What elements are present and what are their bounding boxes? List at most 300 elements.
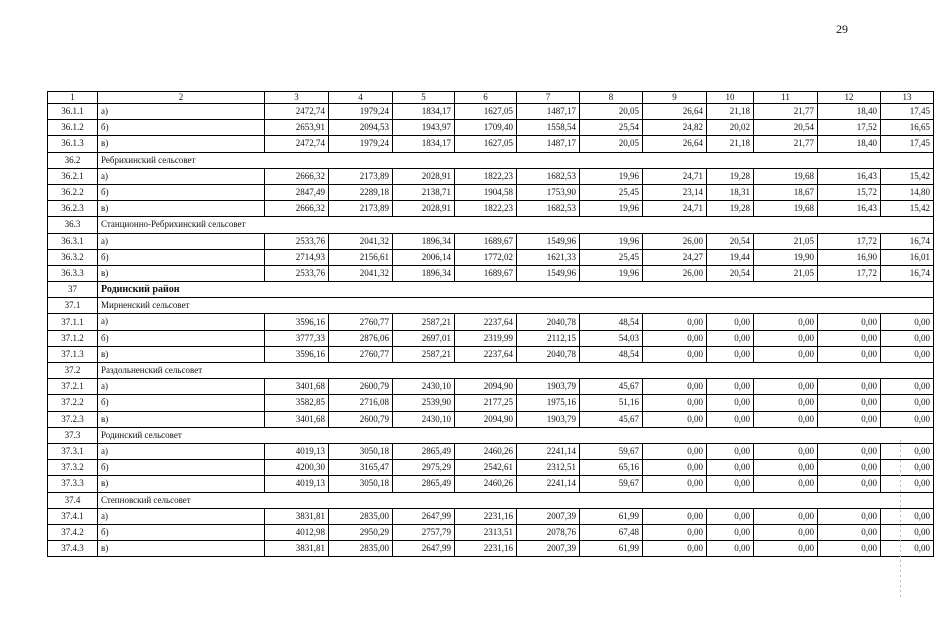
value-cell: 2835,00 xyxy=(329,508,393,524)
value-cell: 21,77 xyxy=(754,104,818,120)
value-cell: 1689,67 xyxy=(455,265,517,281)
value-cell: 26,64 xyxy=(643,104,707,120)
value-cell: 21,05 xyxy=(754,233,818,249)
value-cell: 4012,98 xyxy=(265,524,329,540)
column-number-header: 7 xyxy=(517,92,580,104)
table-row xyxy=(48,524,934,540)
scan-edge-mark xyxy=(900,440,901,600)
value-cell: 0,00 xyxy=(707,524,754,540)
column-number-header: 6 xyxy=(455,92,517,104)
value-cell: 1822,23 xyxy=(455,168,517,184)
value-cell: 0,00 xyxy=(881,411,934,427)
value-cell: 16,90 xyxy=(818,249,881,265)
table-row xyxy=(48,508,934,524)
row-code: 37.4.3 xyxy=(48,541,98,557)
column-number-header: 10 xyxy=(707,92,754,104)
value-cell: 59,67 xyxy=(580,443,643,459)
tariff-table xyxy=(47,91,934,557)
value-cell: 20,54 xyxy=(707,233,754,249)
row-code: 36.1.2 xyxy=(48,120,98,136)
value-cell: 24,71 xyxy=(643,201,707,217)
settlement-name: Степновский сельсовет xyxy=(98,492,934,508)
value-cell: 4200,30 xyxy=(265,460,329,476)
value-cell: 1621,33 xyxy=(517,249,580,265)
value-cell: 23,14 xyxy=(643,184,707,200)
value-cell: 1558,54 xyxy=(517,120,580,136)
value-cell: 0,00 xyxy=(881,476,934,492)
value-cell: 2666,32 xyxy=(265,201,329,217)
value-cell: 3401,68 xyxy=(265,379,329,395)
row-code: 37.3.3 xyxy=(48,476,98,492)
value-cell: 21,05 xyxy=(754,265,818,281)
value-cell: 0,00 xyxy=(707,411,754,427)
row-code: 37.3.1 xyxy=(48,443,98,459)
value-cell: 0,00 xyxy=(754,314,818,330)
value-cell: 0,00 xyxy=(643,460,707,476)
value-cell: 3050,18 xyxy=(329,443,393,459)
value-cell: 2714,93 xyxy=(265,249,329,265)
value-cell: 2237,64 xyxy=(455,346,517,362)
value-cell: 19,96 xyxy=(580,233,643,249)
value-cell: 0,00 xyxy=(754,346,818,362)
value-cell: 20,54 xyxy=(707,265,754,281)
value-cell: 0,00 xyxy=(881,524,934,540)
value-cell: 15,42 xyxy=(881,201,934,217)
value-cell: 67,48 xyxy=(580,524,643,540)
value-cell: 24,27 xyxy=(643,249,707,265)
value-cell: 2533,76 xyxy=(265,233,329,249)
value-cell: 0,00 xyxy=(643,541,707,557)
value-cell: 1822,23 xyxy=(455,201,517,217)
value-cell: 1834,17 xyxy=(393,104,455,120)
value-cell: 3831,81 xyxy=(265,541,329,557)
value-cell: 24,71 xyxy=(643,168,707,184)
column-number-row xyxy=(48,92,934,104)
row-code: 37.4 xyxy=(48,492,98,508)
value-cell: 2539,90 xyxy=(393,395,455,411)
value-cell: 2006,14 xyxy=(393,249,455,265)
value-cell: 3401,68 xyxy=(265,411,329,427)
value-cell: 0,00 xyxy=(818,395,881,411)
value-cell: 0,00 xyxy=(881,330,934,346)
column-number-header: 1 xyxy=(48,92,98,104)
value-cell: 2835,00 xyxy=(329,541,393,557)
row-code: 37.3 xyxy=(48,427,98,443)
table-row xyxy=(48,249,934,265)
value-cell: 19,96 xyxy=(580,201,643,217)
value-cell: 0,00 xyxy=(818,476,881,492)
value-cell: 48,54 xyxy=(580,314,643,330)
value-cell: 0,00 xyxy=(643,508,707,524)
row-option-label: в) xyxy=(98,265,265,281)
value-cell: 26,00 xyxy=(643,265,707,281)
district-row xyxy=(48,282,934,298)
value-cell: 1709,40 xyxy=(455,120,517,136)
value-cell: 2078,76 xyxy=(517,524,580,540)
value-cell: 2040,78 xyxy=(517,346,580,362)
value-cell: 2600,79 xyxy=(329,411,393,427)
value-cell: 18,67 xyxy=(754,184,818,200)
row-code: 37.4.1 xyxy=(48,508,98,524)
value-cell: 21,18 xyxy=(707,104,754,120)
table-row xyxy=(48,314,934,330)
value-cell: 18,40 xyxy=(818,104,881,120)
value-cell: 2460,26 xyxy=(455,476,517,492)
value-cell: 20,02 xyxy=(707,120,754,136)
value-cell: 2041,32 xyxy=(329,265,393,281)
row-code: 36.3.3 xyxy=(48,265,98,281)
value-cell: 1682,53 xyxy=(517,201,580,217)
row-code: 36.1.1 xyxy=(48,104,98,120)
row-code: 37.4.2 xyxy=(48,524,98,540)
value-cell: 0,00 xyxy=(881,314,934,330)
table-row xyxy=(48,330,934,346)
value-cell: 0,00 xyxy=(818,379,881,395)
value-cell: 2653,91 xyxy=(265,120,329,136)
row-code: 37.1.1 xyxy=(48,314,98,330)
value-cell: 0,00 xyxy=(643,346,707,362)
value-cell: 1753,90 xyxy=(517,184,580,200)
value-cell: 17,45 xyxy=(881,104,934,120)
value-cell: 1682,53 xyxy=(517,168,580,184)
table-row xyxy=(48,443,934,459)
row-option-label: б) xyxy=(98,524,265,540)
value-cell: 1549,96 xyxy=(517,233,580,249)
row-option-label: а) xyxy=(98,508,265,524)
value-cell: 21,18 xyxy=(707,136,754,152)
row-option-label: в) xyxy=(98,201,265,217)
value-cell: 0,00 xyxy=(643,395,707,411)
value-cell: 17,72 xyxy=(818,233,881,249)
value-cell: 2876,06 xyxy=(329,330,393,346)
row-code: 37.1 xyxy=(48,298,98,314)
value-cell: 20,54 xyxy=(754,120,818,136)
row-code: 37.1.2 xyxy=(48,330,98,346)
row-option-label: а) xyxy=(98,379,265,395)
value-cell: 0,00 xyxy=(643,379,707,395)
row-option-label: б) xyxy=(98,460,265,476)
value-cell: 25,54 xyxy=(580,120,643,136)
value-cell: 1975,16 xyxy=(517,395,580,411)
value-cell: 16,74 xyxy=(881,233,934,249)
value-cell: 0,00 xyxy=(754,443,818,459)
settlement-row xyxy=(48,363,934,379)
settlement-name: Раздольненский сельсовет xyxy=(98,363,934,379)
value-cell: 2950,29 xyxy=(329,524,393,540)
value-cell: 0,00 xyxy=(754,411,818,427)
row-option-label: а) xyxy=(98,104,265,120)
value-cell: 0,00 xyxy=(881,395,934,411)
value-cell: 19,68 xyxy=(754,201,818,217)
row-code: 37.3.2 xyxy=(48,460,98,476)
value-cell: 0,00 xyxy=(707,314,754,330)
value-cell: 19,90 xyxy=(754,249,818,265)
value-cell: 2094,90 xyxy=(455,379,517,395)
row-code: 36.1.3 xyxy=(48,136,98,152)
value-cell: 2430,10 xyxy=(393,411,455,427)
value-cell: 16,43 xyxy=(818,168,881,184)
value-cell: 0,00 xyxy=(818,443,881,459)
settlement-row xyxy=(48,427,934,443)
value-cell: 1487,17 xyxy=(517,104,580,120)
value-cell: 2647,99 xyxy=(393,508,455,524)
row-option-label: а) xyxy=(98,168,265,184)
value-cell: 0,00 xyxy=(754,508,818,524)
value-cell: 61,99 xyxy=(580,508,643,524)
value-cell: 0,00 xyxy=(818,508,881,524)
column-number-header: 9 xyxy=(643,92,707,104)
value-cell: 2173,89 xyxy=(329,168,393,184)
value-cell: 15,42 xyxy=(881,168,934,184)
settlement-row xyxy=(48,492,934,508)
value-cell: 17,45 xyxy=(881,136,934,152)
value-cell: 25,45 xyxy=(580,249,643,265)
value-cell: 61,99 xyxy=(580,541,643,557)
value-cell: 1979,24 xyxy=(329,136,393,152)
value-cell: 59,67 xyxy=(580,476,643,492)
row-code: 37.2.1 xyxy=(48,379,98,395)
table-row xyxy=(48,201,934,217)
value-cell: 2094,53 xyxy=(329,120,393,136)
table-row xyxy=(48,379,934,395)
value-cell: 2319,99 xyxy=(455,330,517,346)
value-cell: 18,31 xyxy=(707,184,754,200)
value-cell: 0,00 xyxy=(643,443,707,459)
value-cell: 0,00 xyxy=(881,460,934,476)
value-cell: 14,80 xyxy=(881,184,934,200)
row-option-label: б) xyxy=(98,330,265,346)
row-code: 36.3 xyxy=(48,217,98,233)
value-cell: 2716,08 xyxy=(329,395,393,411)
settlement-row xyxy=(48,152,934,168)
value-cell: 2094,90 xyxy=(455,411,517,427)
settlement-row xyxy=(48,217,934,233)
value-cell: 1903,79 xyxy=(517,411,580,427)
value-cell: 0,00 xyxy=(754,524,818,540)
value-cell: 2760,77 xyxy=(329,346,393,362)
value-cell: 0,00 xyxy=(707,346,754,362)
row-code: 37.2.3 xyxy=(48,411,98,427)
value-cell: 0,00 xyxy=(707,379,754,395)
value-cell: 2237,64 xyxy=(455,314,517,330)
value-cell: 16,65 xyxy=(881,120,934,136)
settlement-name: Мирненский сельсовет xyxy=(98,298,934,314)
settlement-name: Станционно-Ребрихинский сельсовет xyxy=(98,217,934,233)
value-cell: 0,00 xyxy=(643,411,707,427)
value-cell: 0,00 xyxy=(707,443,754,459)
value-cell: 0,00 xyxy=(818,460,881,476)
value-cell: 2847,49 xyxy=(265,184,329,200)
row-code: 37.2 xyxy=(48,363,98,379)
value-cell: 65,16 xyxy=(580,460,643,476)
value-cell: 1979,24 xyxy=(329,104,393,120)
value-cell: 3050,18 xyxy=(329,476,393,492)
row-option-label: в) xyxy=(98,541,265,557)
value-cell: 1627,05 xyxy=(455,104,517,120)
value-cell: 16,74 xyxy=(881,265,934,281)
value-cell: 2757,79 xyxy=(393,524,455,540)
row-option-label: б) xyxy=(98,120,265,136)
row-code: 37 xyxy=(48,282,98,298)
value-cell: 17,52 xyxy=(818,120,881,136)
value-cell: 0,00 xyxy=(643,524,707,540)
value-cell: 2173,89 xyxy=(329,201,393,217)
value-cell: 1487,17 xyxy=(517,136,580,152)
value-cell: 0,00 xyxy=(707,395,754,411)
value-cell: 0,00 xyxy=(818,314,881,330)
row-code: 36.2.1 xyxy=(48,168,98,184)
value-cell: 1834,17 xyxy=(393,136,455,152)
row-option-label: а) xyxy=(98,443,265,459)
row-option-label: в) xyxy=(98,476,265,492)
value-cell: 2241,14 xyxy=(517,443,580,459)
value-cell: 2666,32 xyxy=(265,168,329,184)
table-row xyxy=(48,460,934,476)
value-cell: 2112,15 xyxy=(517,330,580,346)
table-row xyxy=(48,395,934,411)
value-cell: 1627,05 xyxy=(455,136,517,152)
column-number-header: 4 xyxy=(329,92,393,104)
value-cell: 45,67 xyxy=(580,379,643,395)
value-cell: 24,82 xyxy=(643,120,707,136)
row-code: 36.3.2 xyxy=(48,249,98,265)
value-cell: 0,00 xyxy=(754,460,818,476)
value-cell: 2138,71 xyxy=(393,184,455,200)
value-cell: 2760,77 xyxy=(329,314,393,330)
value-cell: 4019,13 xyxy=(265,443,329,459)
row-option-label: б) xyxy=(98,184,265,200)
value-cell: 19,28 xyxy=(707,168,754,184)
value-cell: 1549,96 xyxy=(517,265,580,281)
value-cell: 0,00 xyxy=(754,476,818,492)
value-cell: 2028,91 xyxy=(393,168,455,184)
table-row xyxy=(48,541,934,557)
value-cell: 15,72 xyxy=(818,184,881,200)
row-option-label: а) xyxy=(98,314,265,330)
value-cell: 0,00 xyxy=(707,508,754,524)
value-cell: 0,00 xyxy=(707,541,754,557)
value-cell: 26,00 xyxy=(643,233,707,249)
value-cell: 2289,18 xyxy=(329,184,393,200)
value-cell: 3596,16 xyxy=(265,314,329,330)
row-code: 37.2.2 xyxy=(48,395,98,411)
column-number-header: 3 xyxy=(265,92,329,104)
column-number-header: 2 xyxy=(98,92,265,104)
table-row xyxy=(48,233,934,249)
value-cell: 0,00 xyxy=(643,476,707,492)
table-row xyxy=(48,265,934,281)
value-cell: 0,00 xyxy=(881,541,934,557)
table-row xyxy=(48,136,934,152)
value-cell: 17,72 xyxy=(818,265,881,281)
value-cell: 2177,25 xyxy=(455,395,517,411)
row-option-label: в) xyxy=(98,411,265,427)
value-cell: 0,00 xyxy=(707,330,754,346)
value-cell: 2156,61 xyxy=(329,249,393,265)
value-cell: 0,00 xyxy=(818,541,881,557)
value-cell: 1904,58 xyxy=(455,184,517,200)
value-cell: 2542,61 xyxy=(455,460,517,476)
value-cell: 19,44 xyxy=(707,249,754,265)
column-number-header: 5 xyxy=(393,92,455,104)
district-name: Родинский район xyxy=(98,282,934,298)
row-option-label: б) xyxy=(98,249,265,265)
value-cell: 2975,29 xyxy=(393,460,455,476)
row-option-label: а) xyxy=(98,233,265,249)
value-cell: 2430,10 xyxy=(393,379,455,395)
value-cell: 1896,34 xyxy=(393,233,455,249)
value-cell: 1772,02 xyxy=(455,249,517,265)
value-cell: 2231,16 xyxy=(455,541,517,557)
column-number-header: 12 xyxy=(818,92,881,104)
table-row xyxy=(48,411,934,427)
value-cell: 3831,81 xyxy=(265,508,329,524)
value-cell: 2865,49 xyxy=(393,476,455,492)
table-row xyxy=(48,346,934,362)
value-cell: 0,00 xyxy=(881,346,934,362)
value-cell: 2533,76 xyxy=(265,265,329,281)
value-cell: 2587,21 xyxy=(393,346,455,362)
row-code: 36.2 xyxy=(48,152,98,168)
value-cell: 0,00 xyxy=(754,379,818,395)
value-cell: 2865,49 xyxy=(393,443,455,459)
row-code: 36.2.2 xyxy=(48,184,98,200)
value-cell: 3596,16 xyxy=(265,346,329,362)
value-cell: 1689,67 xyxy=(455,233,517,249)
value-cell: 0,00 xyxy=(818,330,881,346)
value-cell: 2472,74 xyxy=(265,136,329,152)
value-cell: 2460,26 xyxy=(455,443,517,459)
value-cell: 48,54 xyxy=(580,346,643,362)
value-cell: 26,64 xyxy=(643,136,707,152)
value-cell: 51,16 xyxy=(580,395,643,411)
value-cell: 2007,39 xyxy=(517,508,580,524)
settlement-name: Родинский сельсовет xyxy=(98,427,934,443)
value-cell: 2647,99 xyxy=(393,541,455,557)
value-cell: 21,77 xyxy=(754,136,818,152)
value-cell: 2028,91 xyxy=(393,201,455,217)
value-cell: 16,43 xyxy=(818,201,881,217)
column-number-header: 11 xyxy=(754,92,818,104)
row-option-label: б) xyxy=(98,395,265,411)
column-number-header: 13 xyxy=(881,92,934,104)
value-cell: 2587,21 xyxy=(393,314,455,330)
value-cell: 2041,32 xyxy=(329,233,393,249)
value-cell: 3165,47 xyxy=(329,460,393,476)
value-cell: 3582,85 xyxy=(265,395,329,411)
value-cell: 2312,51 xyxy=(517,460,580,476)
value-cell: 1896,34 xyxy=(393,265,455,281)
row-option-label: в) xyxy=(98,346,265,362)
row-code: 36.2.3 xyxy=(48,201,98,217)
value-cell: 20,05 xyxy=(580,136,643,152)
value-cell: 0,00 xyxy=(754,395,818,411)
value-cell: 19,96 xyxy=(580,265,643,281)
value-cell: 0,00 xyxy=(754,541,818,557)
value-cell: 0,00 xyxy=(754,330,818,346)
value-cell: 2472,74 xyxy=(265,104,329,120)
value-cell: 0,00 xyxy=(818,411,881,427)
table-row xyxy=(48,184,934,200)
value-cell: 2241,14 xyxy=(517,476,580,492)
table-row xyxy=(48,104,934,120)
value-cell: 20,05 xyxy=(580,104,643,120)
value-cell: 54,03 xyxy=(580,330,643,346)
value-cell: 16,01 xyxy=(881,249,934,265)
value-cell: 2600,79 xyxy=(329,379,393,395)
page-number: 29 xyxy=(836,22,848,36)
value-cell: 0,00 xyxy=(818,524,881,540)
